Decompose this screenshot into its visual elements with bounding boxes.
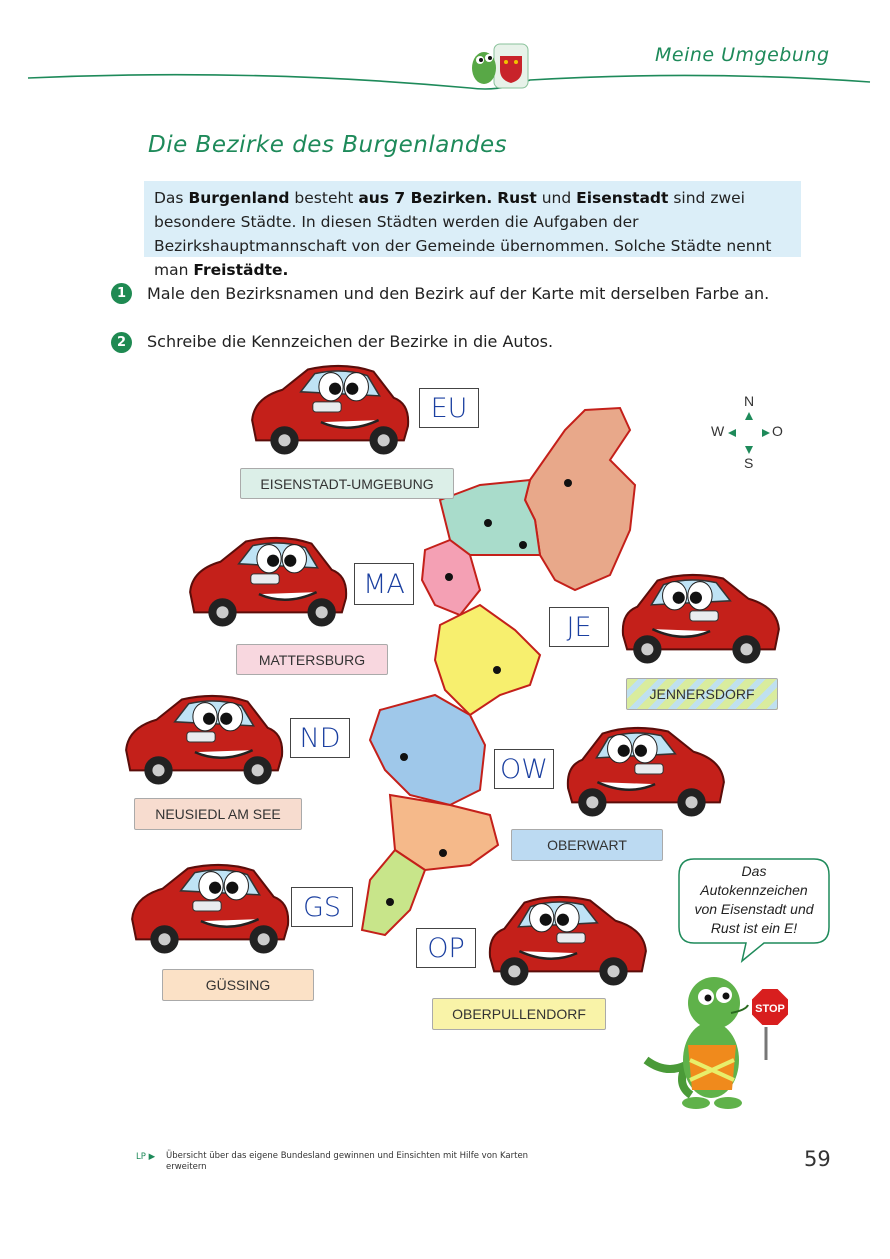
compass-north: N xyxy=(744,393,755,409)
map-dot-rust xyxy=(519,541,527,549)
compass-east: O xyxy=(772,423,783,439)
bubble-text: Das Autokennzeichen von Eisenstadt und Rust ist ein E! xyxy=(694,863,814,936)
map-dot-jennersdorf xyxy=(386,898,394,906)
page-number: 59 xyxy=(804,1147,831,1171)
task-number-2: 2 xyxy=(111,332,132,353)
map-dot-neusiedl xyxy=(564,479,572,487)
info-text: Das Burgenland besteht aus 7 Bezirken. Rust und Eisenstadt sind zwei besondere Städte. In diesen Städten werden die Aufgaben der Bezirkshauptmannschaft von der Gemeinde übernommen. Solche Städte nennt man Freistädte. xyxy=(154,189,772,279)
label-mattersburg: MATTERSBURG xyxy=(236,644,388,675)
dragon-crest-icon xyxy=(464,38,536,94)
map-dot-mattersburg xyxy=(445,573,453,581)
map-dot-oberpullendorf xyxy=(493,666,501,674)
footer-text: Übersicht über das eigene Bundesland gewinnen und Einsichten mit Hilfe von Karten erweitern xyxy=(166,1151,529,1172)
car-ow-icon xyxy=(562,718,734,826)
car-op-icon xyxy=(484,887,656,995)
chapter-title: Meine Umgebung xyxy=(655,44,830,66)
car-eu-icon xyxy=(242,356,414,464)
page-title: Die Bezirke des Burgenlandes xyxy=(148,132,508,158)
label-oberpullendorf: OBERPULLENDORF xyxy=(432,998,606,1030)
footer-lp-marker: LP ▶ xyxy=(136,1152,156,1162)
car-ma-icon xyxy=(180,528,352,636)
plate-answer-ma[interactable]: MA xyxy=(354,563,414,605)
label-neusiedl-am-see: NEUSIEDL AM SEE xyxy=(134,798,302,830)
task-number-1: 1 xyxy=(111,283,132,304)
plate-answer-eu[interactable]: EU xyxy=(419,388,479,428)
plate-answer-gs[interactable]: GS xyxy=(291,887,353,927)
task-text-2: Schreibe die Kennzeichen der Bezirke in die Autos. xyxy=(147,332,554,351)
plate-answer-ow[interactable]: OW xyxy=(494,749,554,789)
svg-text:STOP: STOP xyxy=(755,1003,785,1015)
map-dot-eisenstadt xyxy=(484,519,492,527)
map-dot-guessing xyxy=(439,849,447,857)
map-dot-oberwart xyxy=(400,753,408,761)
plate-answer-je[interactable]: JE xyxy=(549,607,609,647)
compass-south: S xyxy=(744,455,754,471)
task-text-1: Male den Bezirksnamen und den Bezirk auf der Karte mit derselben Farbe an. xyxy=(147,284,770,303)
compass-west: W xyxy=(711,423,725,439)
label-eisenstadt-umgebung: EISENSTADT-UMGEBUNG xyxy=(240,468,454,499)
car-nd-icon xyxy=(116,686,288,794)
compass-arrows-icon xyxy=(726,410,772,456)
plate-answer-nd[interactable]: ND xyxy=(290,718,350,758)
car-je-icon xyxy=(617,565,789,673)
plate-answer-op[interactable]: OP xyxy=(416,928,476,968)
stop-sign-icon xyxy=(749,986,791,1028)
car-gs-icon xyxy=(122,855,294,963)
label-jennersdorf: JENNERSDORF xyxy=(626,678,778,710)
label-guessing: GÜSSING xyxy=(162,969,314,1001)
label-oberwart: OBERWART xyxy=(511,829,663,861)
